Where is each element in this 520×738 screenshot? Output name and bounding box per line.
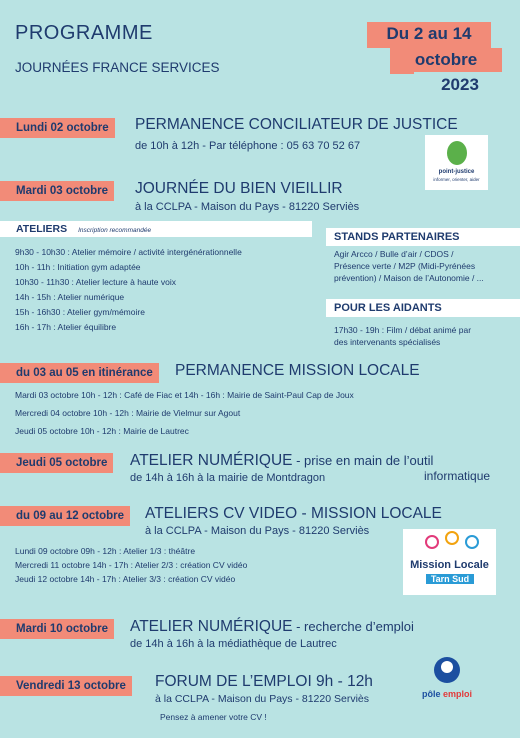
event-date-badge: Jeudi 05 octobre [0, 453, 113, 473]
event-detail: à la CCLPA - Maison du Pays - 81220 Serviès [145, 525, 370, 537]
event-date-badge: Vendredi 13 octobre [0, 676, 132, 696]
event-date-badge: Mardi 03 octobre [0, 181, 114, 201]
list-item: Jeudi 12 octobre 14h - 17h : Atelier 3/3 : création CV vidéo [15, 574, 236, 584]
ateliers-note: Inscription recommandée [78, 227, 152, 234]
event-detail: à la CCLPA - Maison du Pays - 81220 Serviès [155, 693, 369, 705]
event-title: ATELIER NUMÉRIQUE - recherche d’emploi [130, 618, 414, 635]
event-detail: de 14h à 16h à la médiathèque de Lautrec [130, 638, 337, 650]
mission-locale-logo: Mission Locale Tarn Sud [403, 529, 496, 595]
page-title: PROGRAMME [15, 22, 153, 44]
event-title: PERMANENCE MISSION LOCALE [175, 362, 420, 379]
list-item: 16h - 17h : Atelier équilibre [15, 322, 117, 332]
stands-list: Agir Arcco / Bulle d’air / CDOS / Présence verte / M2P (Midi-Pyrénées prévention) / Maison de l’Autonomie / ... [334, 249, 484, 283]
list-item: 10h30 - 11h30 : Atelier lecture à haute voix [15, 277, 176, 287]
event-note: Pensez à amener votre CV ! [160, 712, 267, 722]
person-icon [425, 535, 439, 549]
list-item: Jeudi 05 octobre 10h - 12h : Mairie de Lautrec [15, 426, 189, 436]
aidants-list: 17h30 - 19h : Film / débat animé par des intervenants spécialisés [334, 325, 472, 347]
event-title-continued: informatique [424, 469, 491, 483]
date-range-line2: octobre [390, 48, 502, 74]
ateliers-label: ATELIERS [16, 223, 68, 235]
point-justice-logo: point-justice informer, orienter, aider [425, 135, 488, 190]
event-title: FORUM DE L’EMPLOI 9h - 12h [155, 673, 373, 690]
cv-video-schedule [15, 546, 247, 588]
list-item: 14h - 15h : Atelier numérique [15, 292, 125, 302]
pole-emploi-logo: pôle emploi [414, 655, 484, 705]
list-item: Mardi 03 octobre 10h - 12h : Café de Fiac et 14h - 16h : Mairie de Saint-Paul Cap de Joux [15, 390, 354, 400]
event-date-badge: Lundi 02 octobre [0, 118, 115, 138]
event-title: ATELIERS CV VIDEO - MISSION LOCALE [145, 505, 442, 522]
event-detail: de 10h à 12h - Par téléphone : 05 63 70 52 67 [135, 140, 361, 152]
list-item: Mercredi 11 octobre 14h - 17h : Atelier 2/3 : création CV vidéo [15, 560, 248, 570]
event-date-badge: du 03 au 05 en itinérance [0, 363, 159, 383]
event-detail: à la CCLPA - Maison du Pays - 81220 Serviès [135, 201, 360, 213]
date-range-line1: Du 2 au 14 [367, 22, 491, 48]
list-item: 9h30 - 10h30 : Atelier mémoire / activité intergénérationnelle [15, 247, 242, 257]
event-detail: de 14h à 16h à la mairie de Montdragon [130, 472, 326, 484]
event-date-badge: du 09 au 12 octobre [0, 506, 130, 526]
event-title: ATELIER NUMÉRIQUE - prise en main de l’outil [130, 452, 434, 469]
ateliers-list [15, 247, 242, 337]
person-icon [465, 535, 479, 549]
date-range-year: 2023 [414, 72, 506, 98]
list-item: Lundi 09 octobre 09h - 12h : Atelier 1/3 : théâtre [15, 546, 196, 556]
aidants-header: POUR LES AIDANTS [326, 299, 520, 317]
event-title: JOURNÉE DU BIEN VIEILLIR [135, 180, 343, 197]
page-subtitle: JOURNÉES FRANCE SERVICES [15, 60, 220, 75]
event-title: PERMANENCE CONCILIATEUR DE JUSTICE [135, 116, 458, 133]
point-justice-icon [447, 141, 467, 165]
mission-locale-schedule [15, 390, 354, 444]
list-item: 15h - 16h30 : Atelier gym/mémoire [15, 307, 145, 317]
ateliers-header [0, 221, 312, 237]
event-date-badge: Mardi 10 octobre [0, 619, 114, 639]
list-item: 10h - 11h : Initiation gym adaptée [15, 262, 141, 272]
stands-header: STANDS PARTENAIRES [326, 228, 520, 246]
person-icon [445, 531, 459, 545]
list-item: Mercredi 04 octobre 10h - 12h : Mairie de Vielmur sur Agout [15, 408, 241, 418]
